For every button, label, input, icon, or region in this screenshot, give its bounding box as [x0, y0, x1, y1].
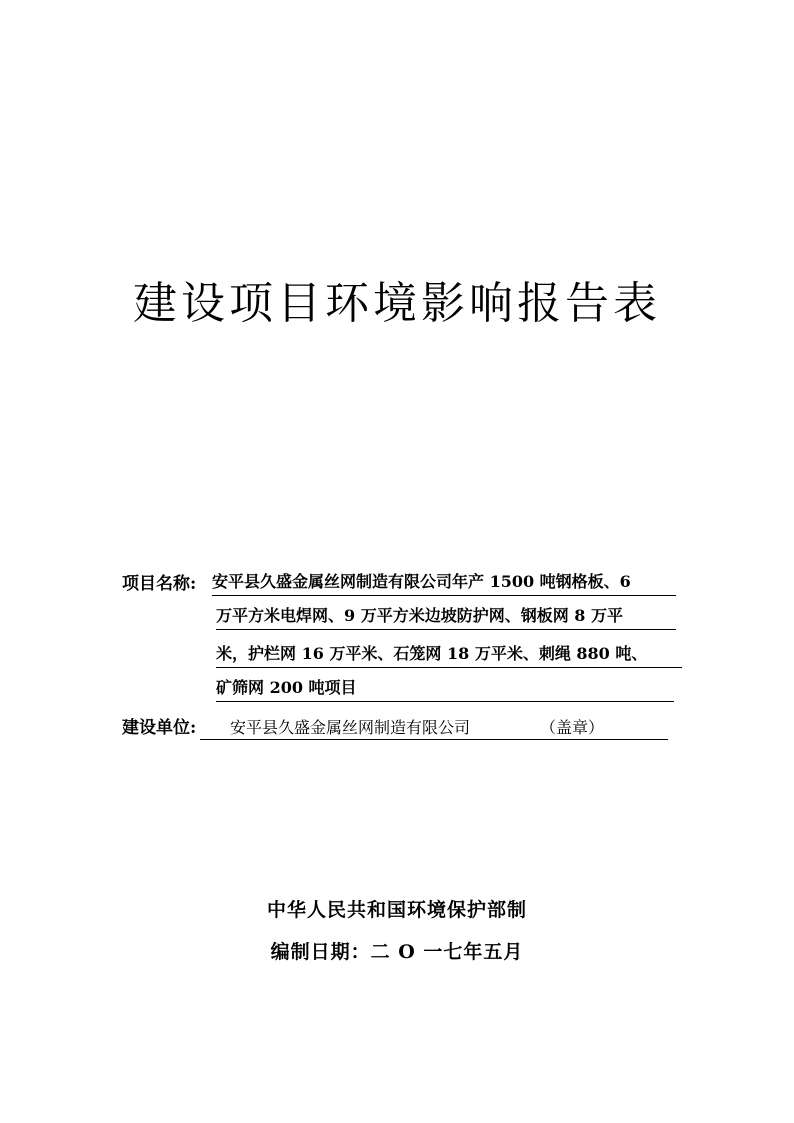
construction-unit-name: 安平县久盛金属丝网制造有限公司 — [230, 718, 471, 737]
project-name-line-1: 安平县久盛金属丝网制造有限公司年产 1500 吨钢格板、6 — [212, 570, 676, 596]
issuer: 中华人民共和国环境保护部制 — [266, 899, 527, 921]
project-name-line-2: 万平方米电焊网、9 万平方米边坡防护网、钢板网 8 万平 — [216, 604, 676, 630]
seal-note: （盖章） — [540, 718, 605, 737]
compile-date: 编制日期：二 O 一七年五月 — [270, 941, 524, 963]
project-name-line-4: 矿筛网 200 吨项目 — [216, 676, 674, 702]
project-name-label: 项目名称: — [122, 574, 197, 594]
project-name-line-3: 米，护栏网 16 万平米、石笼网 18 万平米、刺绳 880 吨、 — [216, 642, 682, 668]
construction-unit-label: 建设单位: — [122, 718, 197, 738]
construction-unit-field — [200, 716, 668, 740]
document-title: 建设项目环境影响报告表 — [133, 278, 661, 329]
